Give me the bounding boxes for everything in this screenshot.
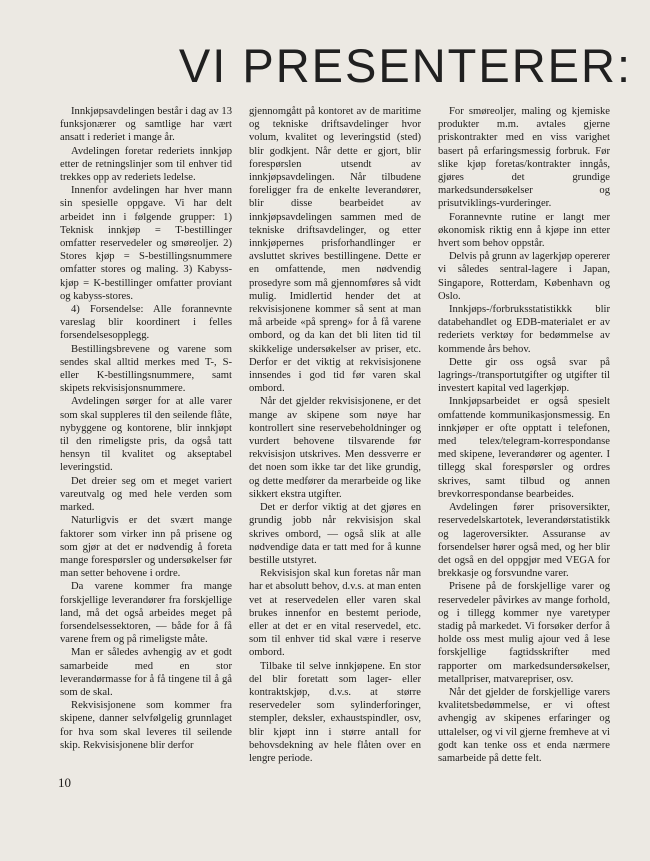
text-column-1 (60, 105, 232, 752)
paragraph: Avdelingen fører prisoversikter, reservedelskartotek, leverandørstatistikk og lageroversikter. Assuranse av forsendelser hører også med, og her blir det også en del oppgjør med VEGA for brekkasje og forsvundne varer. (438, 502, 610, 580)
text-column-3 (438, 105, 610, 765)
paragraph: Innkjøpsavdelingen består i dag av 13 funksjonærer og samtlige har vært ansatt i rederiet i mange år. (60, 106, 232, 144)
paragraph: Da varene kommer fra mange forskjellige leverandører fra forskjellige land, må det også arbeides meget på forsendelsessektoren, — både for å få varene frem og på rimeligste måte. (60, 581, 232, 646)
paragraph: 4) Forsendelse: Alle forannevnte vareslag blir koordinert i felles forsendelsesopplegg. (60, 304, 232, 342)
page-number: 10 (58, 775, 71, 790)
paragraph: Prisene på de forskjellige varer og reservedeler påvirkes av mange forhold, og i tillegg kommer nye varetyper stadig på markedet. Vi forsøker derfor å holde oss mest mulig ajour ved å lese forskjellige fagtidsskrifter med rapporter om markedsundersøkelser, metallpriser, matvarepriser, osv. (438, 581, 610, 685)
paragraph: Det dreier seg om et meget variert vareutvalg og med hele verden som marked. (60, 475, 232, 514)
paragraph: Innkjøpsarbeidet er også spesielt omfattende kommunikasjonsmessig. En innkjøper er ofte opptatt i telefonen, med telex/telegram-korrespondanse med skipene, leverandører og agenter. I tillegg skal forespørsler og ordres skrives, samt tilbud og annen brevkorrespondanse bearbeides. (438, 396, 610, 500)
paragraph: Rekvisisjon skal kun foretas når man har et absolutt behov, d.v.s. at man enten vet at reservedelen eller varen skal brukes innenfor en bestemt periode, eller at det er en vital reservedel, etc. som til enhver tid skal være i reserve ombord. (249, 568, 421, 659)
paragraph: Man er således avhengig av et godt samarbeide med en stor leverandørmasse for å få tingene til å gå som de skal. (60, 647, 232, 698)
paragraph: Tilbake til selve innkjøpene. En stor del blir foretatt som lager- eller kontraktskjøp, d.v.s. at større reservedeler som sylinderforinger, stempler, deksler, exhaustspindler, osv, blir kjøpt inn i større antall for behovsdekning av hele flåten over en lengre periode. (249, 660, 421, 764)
text-column-2 (249, 105, 421, 765)
paragraph: Dette gir oss også svar på lagrings-/transportutgifter og utgifter til investert kapital ved lagerkjøp. (438, 356, 610, 395)
paragraph: Naturligvis er det svært mange faktorer som virker inn på prisene og som gjør at det er nødvendig å foreta mange forespørsler og undersøkelser før man setter behovene i ordre. (60, 515, 232, 580)
paragraph: Det er derfor viktig at det gjøres en grundig jobb når rekvisisjon skal skrives ombord, — også slik at alle nødvendige data er tatt med for å kunne bestille utstyret. (249, 502, 421, 566)
paragraph: Forannevnte rutine er langt mer økonomisk riktig enn å kjøpe inn etter hvert som behov oppstår. (438, 211, 610, 250)
paragraph: Delvis på grunn av lagerkjøp opererer vi således sentral-lagere i Japan, Singapore, Rotterdam, København og Oslo. (438, 251, 610, 302)
paragraph: Innenfor avdelingen har hver mann sin spesielle oppgave. Vi har delt arbeidet inn i følgende grupper: 1) Teknisk innkjøp = T-bestillinger omfatter reservedeler og smøreoljer. 2) Stores kjøp = S-bestillingsnummere omfatter stores og maling. 3) Kabyss-kjøp = K-bestillinger omfatter proviant og kabyss-stores. (60, 185, 232, 302)
headline: VI PRESENTERER: (178, 39, 632, 92)
paragraph: For smøreoljer, maling og kjemiske produkter m.m. avtales gjerne priskontrakter med en viss varighet basert på erfaringsmessig forbruk. Før slike kjøp foretas/kontrakter inngås, gjøres det grundige markedsundersøkelser og prisutviklings-vurderinger. (438, 106, 610, 210)
paragraph: Innkjøps-/forbruksstatistikkk blir databehandlet og EDB-materialet er av rederiets verktøy for bedømmelse av kommende års behov. (438, 304, 610, 355)
paragraph: Bestillingsbrevene og varene som sendes skal alltid merkes med T-, S- eller K-bestillingsnummere, samt skipets rekvisisjonsnummere. (60, 343, 232, 395)
paragraph: Avdelingen foretar rederiets innkjøp etter de retningslinjer som til enhver tid trekkes opp av rederiets ledelse. (60, 145, 232, 184)
paragraph: gjennomgått på kontoret av de maritime og tekniske driftsavdelinger hvor volum, kvalitet og leveringstid (sted) blir godkjent. Når dette er gjort, blir forespørslen utsendt av innkjøpsavdelingen. Når tilbudene foreligger fra de enkelte leverandører, blir disse bearbeidet av innkjøpsavdelingen sammen med de tekniske driftsavdelinger, og etter innkjøpernes prisforhandlinger er avsluttet skrives bestillingene. Dette er en omfattende, men nødvendig prosedyre som må gjennomføres så vidt mulig. Imidlertid hender det at rekvisisjonene kommer så sent at man må arbeide «på spreng» for å få varene ombord, og da kan det bli liten tid til skikkelige undersøkelser av priser, etc. Derfor er det viktig at rekvisisjonene innsendes i god tid før varen skal ombord. (249, 106, 421, 395)
paragraph: Når det gjelder de forskjellige varers kvalitetsbedømmelse, er vi oftest avhengig av skipenes erfaringer og uttalelser, og vi vil gjerne fremheve at vi godt kan tenke oss et enda nærmere samarbeide på dette felt. (438, 686, 610, 764)
paragraph: Rekvisisjonene som kommer fra skipene, danner selvfølgelig grunnlaget for hva som skal leveres til seilende skip. Rekvisisjonene blir derfor (60, 700, 232, 751)
paragraph: Når det gjelder rekvisisjonene, er det mange av skipene som nøye har kontrollert sine reservebeholdninger og vurdert behovene tilsvarende før rekvisisjon utskrives. Men dessverre er det noen som ikke tar det like grundig, og dette medfører da merarbeide og like sikkert ekstra utgifter. (249, 396, 421, 500)
paragraph: Avdelingen sørger for at alle varer som skal suppleres til den seilende flåte, nybyggene og kontorene, blir innkjøpt til den rimeligste pris, da også tatt hensyn til kvalitet og akseptabel leveringstid. (60, 396, 232, 474)
